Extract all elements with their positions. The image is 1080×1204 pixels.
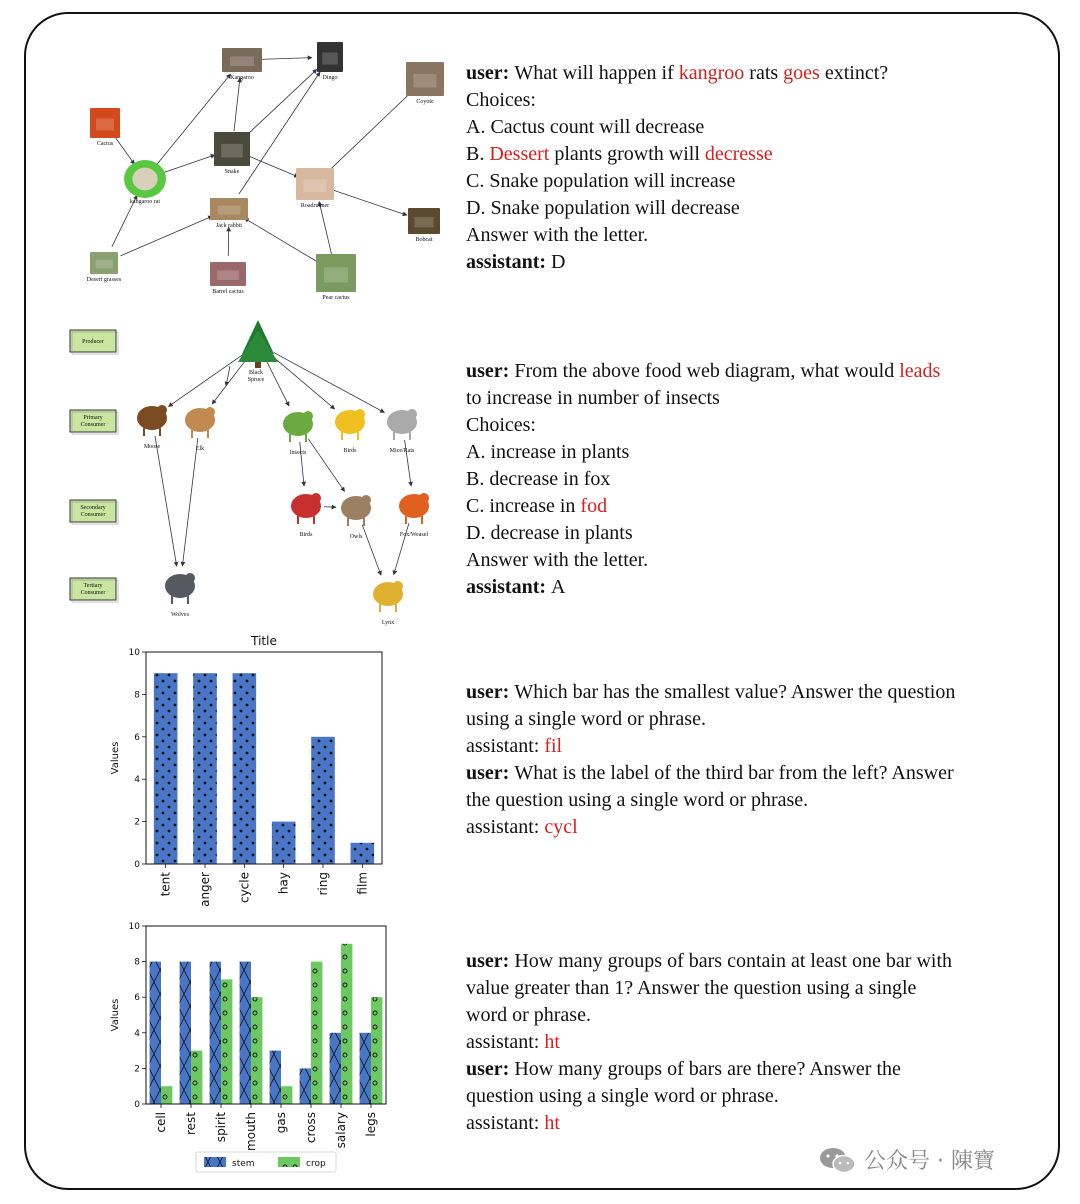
food-web-node: [317, 42, 343, 81]
y-tick-label: 2: [134, 817, 140, 828]
qa-line: [466, 1110, 1036, 1137]
food-web-arrow: [249, 156, 299, 177]
watermark: [818, 1144, 995, 1175]
x-tick-label: spirit: [214, 1112, 228, 1143]
qa-line: [466, 547, 1036, 574]
qa-text: A. Cactus count will decrease: [466, 116, 705, 138]
bar-stem-gas: [270, 1051, 281, 1104]
food-web-arrow: [162, 155, 215, 173]
food-web-node: [214, 132, 250, 175]
qa-text: What is the label of the third bar from the left? Answer: [514, 762, 954, 784]
x-tick-label: cross: [304, 1112, 318, 1144]
food-web-arrow: [260, 58, 312, 60]
food-web-arrow: [244, 218, 320, 264]
organism-label: Dingo: [322, 75, 338, 81]
qa-line: [466, 679, 1036, 706]
qa-typo: ht: [544, 1031, 560, 1053]
watermark-text: 公众号 · 陳寶: [864, 1149, 995, 1174]
organism-label: Jack rabbit: [215, 223, 243, 229]
x-tick-label: cell: [154, 1112, 168, 1133]
qa-text: to increase in number of insects: [466, 387, 720, 409]
legend-label-stem: stem: [232, 1159, 255, 1169]
food-web-arrow: [115, 138, 134, 165]
qa-block-3: [466, 679, 1036, 841]
qa-line: [466, 60, 1036, 87]
x-tick-label: gas: [274, 1112, 288, 1134]
trophic-level-box: [70, 330, 118, 354]
y-axis-label: Values: [110, 998, 121, 1032]
organism-label: Elk: [195, 446, 205, 452]
bar-stem-cross: [300, 1068, 311, 1104]
food-web-node: [90, 108, 120, 147]
bar-stem-mouth: [240, 962, 251, 1104]
qa-block-2: [466, 358, 1036, 601]
bar-hay: [272, 822, 296, 864]
bar-tent: [154, 673, 178, 864]
single-series-bar-chart: [100, 630, 400, 910]
food-web-arrow: [300, 442, 304, 486]
legend-swatch-stem: [204, 1157, 226, 1167]
qa-line: [466, 706, 1036, 733]
bar-anger: [193, 673, 217, 864]
qa-text: D. decrease in plants: [466, 522, 633, 544]
qa-speaker: user:: [466, 681, 515, 703]
qa-typo: Dessert: [489, 143, 550, 165]
food-web-node: [137, 405, 167, 450]
qa-text: plants growth will: [549, 143, 705, 165]
qa-line: [466, 114, 1036, 141]
food-web-arrow: [245, 69, 317, 136]
x-tick-label: rest: [184, 1112, 198, 1136]
food-web-arrow: [405, 440, 412, 486]
bar-film: [351, 843, 375, 864]
qa-text: Answer with the letter.: [466, 549, 649, 571]
organism-label: Fox/Weasel: [399, 532, 429, 538]
qa-line: [466, 412, 1036, 439]
boreal-food-web-diagram: [60, 316, 450, 626]
food-web-node: [316, 254, 356, 301]
food-web-arrow: [362, 525, 381, 575]
qa-typo: leads: [899, 360, 941, 382]
food-web-arrow: [155, 436, 177, 567]
qa-text: assistant:: [466, 816, 545, 838]
bar-crop-cross: [311, 962, 322, 1104]
food-web-arrow: [328, 91, 412, 171]
qa-typo: kangroo: [678, 62, 745, 84]
qa-speaker: user:: [466, 1058, 515, 1080]
qa-text: assistant:: [466, 1031, 545, 1053]
qa-line: [466, 948, 1036, 975]
trophic-level-label: Consumer: [80, 512, 106, 518]
y-tick-label: 4: [134, 775, 140, 786]
bar-ring: [311, 737, 335, 864]
qa-line: [466, 249, 1036, 276]
qa-text: value greater than 1? Answer the question using a single: [466, 977, 917, 999]
wechat-icon: [818, 1145, 858, 1175]
desert-food-web-diagram: [60, 22, 440, 301]
food-web-node: [291, 493, 321, 538]
bar-crop-cell: [161, 1086, 172, 1104]
x-tick-label: legs: [364, 1112, 378, 1137]
organism-label: Moose: [143, 444, 161, 450]
qa-line: [466, 385, 1036, 412]
trophic-level-label: Primary: [83, 415, 103, 421]
qa-speaker: user:: [466, 950, 515, 972]
qa-line: [466, 1029, 1036, 1056]
trophic-level-box: [70, 500, 118, 524]
qa-typo: fil: [544, 735, 563, 757]
food-web-arrow: [332, 190, 407, 215]
qa-line: [466, 1083, 1036, 1110]
y-tick-label: 10: [128, 648, 140, 658]
bar-stem-salary: [330, 1033, 341, 1104]
qa-text: question using a single word or phrase.: [466, 1085, 779, 1107]
qa-line: [466, 493, 1036, 520]
y-tick-label: 10: [128, 922, 140, 932]
qa-block-1: [466, 60, 1036, 276]
organism-label: Wolves: [171, 612, 189, 618]
x-tick-label: tent: [158, 872, 173, 897]
organism-label: Pear cactus: [322, 295, 350, 301]
qa-text: D. Snake population will decrease: [466, 197, 740, 219]
qa-line: [466, 439, 1036, 466]
food-web-node: [185, 407, 215, 452]
food-web-node: [238, 320, 278, 383]
bar-stem-cell: [150, 962, 161, 1104]
food-web-node: [222, 48, 262, 81]
bar-cycle: [233, 673, 257, 864]
qa-speaker: assistant:: [466, 576, 552, 598]
organism-label: Desert grasses: [86, 277, 122, 283]
food-web-node: [406, 62, 444, 105]
legend-swatch-crop: [278, 1157, 300, 1167]
organism-label: Lynx: [381, 620, 395, 626]
x-tick-label: ring: [316, 872, 330, 896]
qa-line: [466, 733, 1036, 760]
bar-stem-rest: [180, 962, 191, 1104]
bar-stem-legs: [360, 1033, 371, 1104]
organism-label: Coyote: [416, 99, 434, 105]
qa-speaker: user:: [466, 762, 515, 784]
organism-label: Spruce: [247, 377, 265, 383]
food-web-arrow: [308, 439, 344, 492]
x-tick-label: salary: [334, 1112, 348, 1149]
qa-typo: goes: [783, 62, 820, 84]
qa-line: [466, 975, 1036, 1002]
qa-line: [466, 168, 1036, 195]
x-tick-label: cycle: [237, 872, 252, 904]
grouped-bar-chart: [100, 922, 400, 1178]
qa-line: [466, 1056, 1036, 1083]
organism-label: Snake: [224, 169, 240, 175]
food-web-node: [124, 160, 166, 205]
qa-line: [466, 141, 1036, 168]
y-tick-label: 6: [134, 732, 140, 743]
food-web-arrow: [182, 438, 197, 566]
bar-crop-mouth: [251, 997, 262, 1104]
qa-text: Answer with the letter.: [466, 224, 649, 246]
trophic-level-label: Secondary: [80, 505, 106, 511]
trophic-level-box: [70, 578, 118, 602]
organism-label: Bobcat: [415, 237, 433, 243]
x-tick-label: hay: [276, 872, 291, 895]
food-web-node: [387, 409, 417, 454]
organism-label: kangaroo rat: [129, 199, 161, 205]
qa-text: Choices:: [466, 414, 536, 436]
qa-line: [466, 87, 1036, 114]
x-tick-label: anger: [198, 872, 212, 907]
qa-typo: cycl: [544, 816, 578, 838]
trophic-level-label: Tertiary: [83, 583, 103, 589]
bar-crop-legs: [371, 997, 382, 1104]
qa-typo: fod: [580, 495, 608, 517]
qa-block-4: [466, 948, 1036, 1137]
qa-line: [466, 814, 1036, 841]
organism-label: Mice/Rats: [389, 448, 415, 454]
organism-label: Insects: [289, 450, 307, 456]
food-web-node: [373, 581, 403, 626]
qa-speaker: assistant:: [466, 251, 552, 273]
qa-text: extinct?: [819, 62, 889, 84]
food-web-arrow: [272, 356, 335, 409]
organism-label: Roadrunner: [300, 203, 330, 209]
plot-frame: [146, 652, 382, 864]
legend-label-crop: crop: [306, 1159, 326, 1169]
y-tick-label: 8: [134, 957, 140, 968]
qa-typo: decresse: [704, 143, 773, 165]
y-tick-label: 8: [134, 690, 140, 701]
food-web-node: [210, 262, 246, 295]
trophic-level-label: Consumer: [80, 590, 106, 596]
organism-label: Owls: [349, 534, 363, 540]
qa-text: B. decrease in fox: [466, 468, 611, 490]
qa-text: rats: [744, 62, 784, 84]
food-web-arrow: [234, 78, 240, 131]
qa-text: How many groups of bars contain at least one bar with: [514, 950, 952, 972]
y-tick-label: 2: [134, 1064, 140, 1075]
qa-text: A: [551, 576, 566, 598]
qa-text: assistant:: [466, 735, 545, 757]
qa-text: Choices:: [466, 89, 536, 111]
qa-text: C. increase in: [466, 495, 581, 517]
qa-text: From the above food web diagram, what would: [514, 360, 900, 382]
trophic-level-label: Producer: [82, 339, 104, 345]
qa-typo: ht: [544, 1112, 560, 1134]
y-tick-label: 0: [134, 1100, 140, 1110]
food-web-node: [283, 411, 313, 456]
qa-text: C. Snake population will increase: [466, 170, 736, 192]
bar-crop-salary: [341, 944, 352, 1104]
organism-label: Birds: [299, 532, 313, 538]
organism-label: Birds: [343, 448, 357, 454]
bar-crop-spirit: [221, 979, 232, 1104]
food-web-node: [399, 493, 429, 538]
qa-text: B.: [466, 143, 490, 165]
food-web-arrow: [319, 202, 332, 256]
qa-line: [466, 787, 1036, 814]
qa-line: [466, 222, 1036, 249]
qa-line: [466, 1002, 1036, 1029]
food-web-node: [335, 409, 365, 454]
qa-speaker: user:: [466, 62, 515, 84]
food-web-node: [408, 208, 440, 243]
bar-crop-rest: [191, 1051, 202, 1104]
food-web-arrow: [394, 523, 409, 575]
qa-text: word or phrase.: [466, 1004, 591, 1026]
qa-line: [466, 574, 1036, 601]
x-tick-label: mouth: [244, 1112, 258, 1151]
qa-text: using a single word or phrase.: [466, 708, 706, 730]
qa-text: the question using a single word or phrase.: [466, 789, 809, 811]
legend: [196, 1152, 336, 1172]
qa-line: [466, 466, 1036, 493]
bar-crop-gas: [281, 1086, 292, 1104]
qa-line: [466, 358, 1036, 385]
food-web-arrow: [121, 216, 213, 256]
x-tick-label: film: [355, 872, 370, 895]
qa-text: What will happen if: [514, 62, 679, 84]
y-tick-label: 0: [134, 860, 140, 870]
qa-text: assistant:: [466, 1112, 545, 1134]
y-tick-label: 6: [134, 993, 140, 1004]
organism-label: Kangaroo: [230, 75, 254, 81]
qa-text: D: [551, 251, 566, 273]
food-web-node: [87, 252, 122, 283]
qa-text: Which bar has the smallest value? Answer the question: [514, 681, 956, 703]
chart-title: Title: [251, 634, 277, 648]
food-web-node: [296, 168, 334, 209]
y-axis-label: Values: [110, 741, 121, 775]
food-web-arrow: [212, 358, 247, 404]
food-web-node: [165, 573, 195, 618]
food-web-arrow: [274, 353, 385, 413]
food-web-node: [210, 198, 248, 229]
trophic-level-label: Consumer: [80, 422, 106, 428]
qa-line: [466, 520, 1036, 547]
y-tick-label: 4: [134, 1028, 140, 1039]
organism-label: Barrel cactus: [212, 289, 244, 295]
qa-line: [466, 760, 1036, 787]
food-web-arrow: [168, 354, 243, 406]
qa-text: How many groups of bars are there? Answer the: [514, 1058, 901, 1080]
qa-text: A. increase in plants: [466, 441, 630, 463]
qa-line: [466, 195, 1036, 222]
organism-label: Cactus: [96, 141, 114, 147]
bar-stem-spirit: [210, 962, 221, 1104]
organism-label: Black: [249, 370, 263, 376]
qa-speaker: user:: [466, 360, 515, 382]
food-web-node: [341, 495, 371, 540]
trophic-level-box: [70, 410, 118, 434]
